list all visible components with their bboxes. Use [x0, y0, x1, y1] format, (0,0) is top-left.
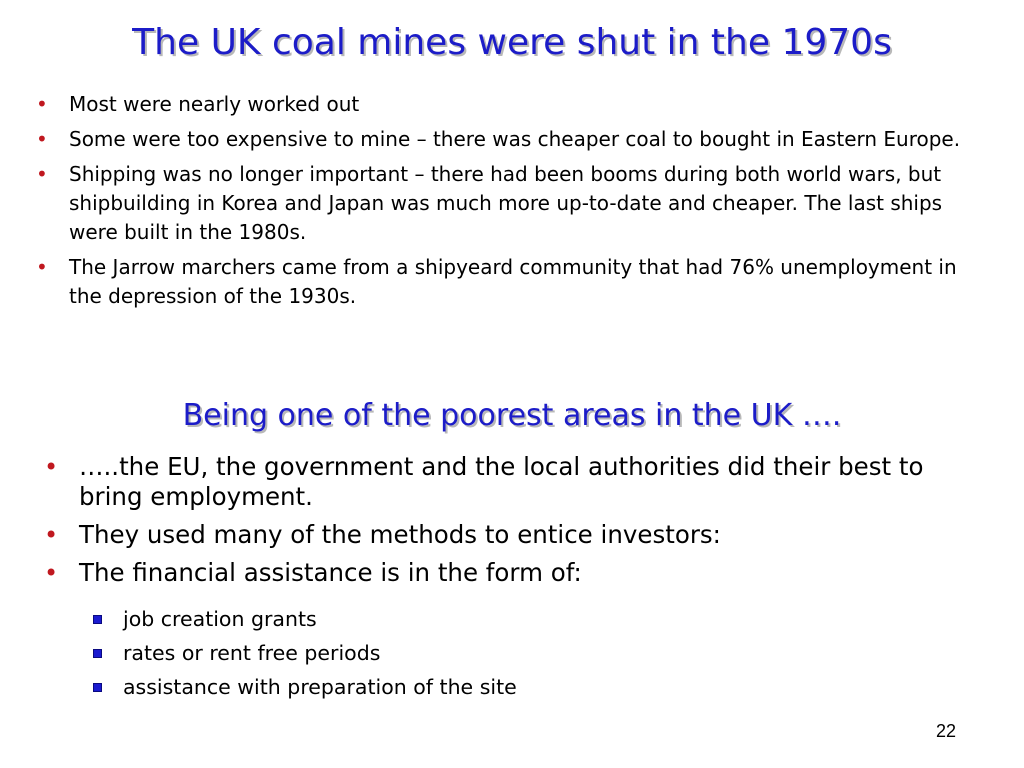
bullet-list-secondary [44, 452, 974, 596]
bullet-dot-icon: • [36, 92, 48, 116]
slide-title: The UK coal mines were shut in the 1970s [132, 22, 892, 63]
list-item-text: Most were nearly worked out [69, 92, 360, 116]
square-bullet-icon [93, 649, 102, 658]
square-bullet-icon [93, 683, 102, 692]
list-item-text: The Jarrow marchers came from a shipyeard community that had 76% unemployment in the depression of the 1930s. [69, 255, 957, 308]
sub-list-item [93, 638, 893, 668]
list-item [36, 125, 966, 154]
list-item [36, 253, 966, 311]
sub-list-item-text: job creation grants [123, 607, 317, 631]
sub-bullet-list [93, 604, 893, 706]
list-item [44, 520, 974, 550]
list-item [44, 452, 974, 512]
square-bullet-icon [93, 615, 102, 624]
sub-list-item-text: assistance with preparation of the site [123, 675, 517, 699]
bullet-dot-icon: • [44, 453, 59, 481]
sub-list-item [93, 672, 893, 702]
bullet-list-main [36, 90, 966, 317]
bullet-dot-icon: • [44, 559, 59, 587]
list-item-text: They used many of the methods to entice investors: [79, 520, 721, 549]
bullet-dot-icon: • [36, 127, 48, 151]
list-item-text: The financial assistance is in the form of: [79, 558, 582, 587]
bullet-dot-icon: • [36, 255, 48, 279]
sub-list-item [93, 604, 893, 634]
list-item-text: Some were too expensive to mine – there was cheaper coal to bought in Eastern Europe. [69, 127, 961, 151]
page-number: 22 [935, 721, 956, 741]
section-subtitle: Being one of the poorest areas in the UK …. [182, 398, 842, 433]
list-item [44, 558, 974, 588]
list-item [36, 160, 966, 247]
list-item [36, 90, 966, 119]
bullet-dot-icon: • [44, 521, 59, 549]
list-item-text: …..the EU, the government and the local authorities did their best to bring employment. [79, 452, 924, 511]
list-item-text: Shipping was no longer important – there had been booms during both world wars, but shipbuilding in Korea and Japan was much more up-to-date and cheaper. The last ships were built in the 1980s. [69, 162, 943, 244]
sub-list-item-text: rates or rent free periods [123, 641, 381, 665]
bullet-dot-icon: • [36, 162, 48, 186]
